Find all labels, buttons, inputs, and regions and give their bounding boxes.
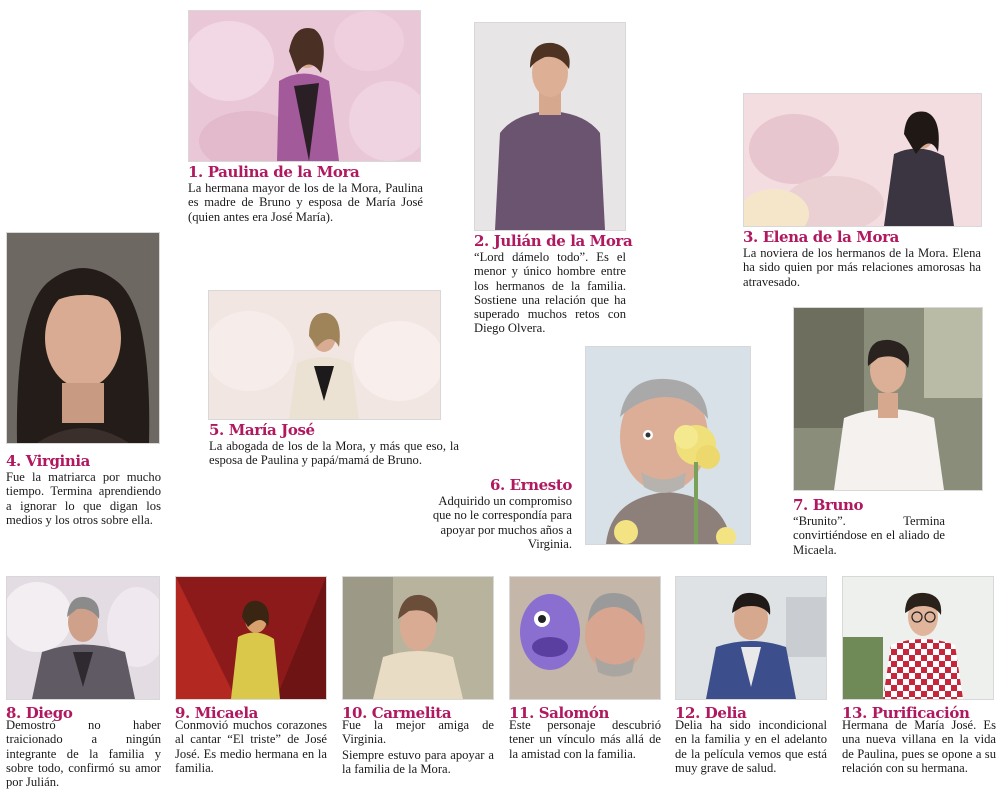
photo-paulina [188, 10, 421, 162]
character-desc-13: Hermana de María José. Es una nueva villana en la vida de Paulina, pues se opone a su relación con su hermana. [842, 718, 996, 775]
character-name-13: 13. Purificación [842, 704, 970, 722]
character-name-4: 4. Virginia [6, 452, 90, 470]
photo-virginia [6, 232, 160, 444]
photo-salomon [509, 576, 661, 700]
diego-image [7, 577, 159, 699]
photo-micaela [175, 576, 327, 700]
salomon-image [510, 577, 660, 699]
virginia-image [7, 233, 159, 443]
purificacion-image [843, 577, 993, 699]
maria-jose-image [209, 291, 440, 419]
character-name-12: 12. Delia [675, 704, 747, 722]
character-desc-8: Demostró no haber traicionado a ningún integrante de la familia y sobre todo, confirmó su amor por Julián. [6, 718, 161, 789]
bruno-image [794, 308, 982, 490]
character-desc-2: “Lord dámelo todo”. Es el menor y único hombre entre los hermanos de la familia. Sostiene una relación que ha superado muchos retos con Diego Olvera. [474, 250, 626, 336]
photo-purificacion [842, 576, 994, 700]
photo-maria-jose [208, 290, 441, 420]
photo-diego [6, 576, 160, 700]
micaela-image [176, 577, 326, 699]
photo-julian [474, 22, 626, 231]
julian-image [475, 23, 625, 230]
character-name-11: 11. Salomón [509, 704, 609, 722]
photo-delia [675, 576, 827, 700]
character-name-6: 6. Ernesto [489, 476, 572, 494]
character-name-9: 9. Micaela [175, 704, 259, 722]
character-name-2: 2. Julián de la Mora [474, 232, 633, 250]
photo-carmelita [342, 576, 494, 700]
delia-image [676, 577, 826, 699]
character-name-5: 5. María José [209, 421, 315, 439]
character-desc-9: Conmovió muchos corazones al cantar “El triste” de José José. Es medio hermana en la familia. [175, 718, 327, 775]
character-desc-5: La abogada de los de la Mora, y más que eso, la esposa de Paulina y papá/mamá de Bruno. [209, 439, 459, 468]
character-name-7: 7. Bruno [793, 496, 864, 514]
ernesto-image [586, 347, 750, 544]
character-name-8: 8. Diego [6, 704, 73, 722]
character-desc-11: Este personaje descubrió tener un vínculo más allá de la amistad con la familia. [509, 718, 661, 761]
character-desc-10b: Siempre estuvo para apoyar a la familia de la Mora. [342, 748, 494, 777]
character-name-10: 10. Carmelita [342, 704, 452, 722]
photo-elena [743, 93, 982, 227]
character-desc-10: Fue la mejor amiga de Virginia. [342, 718, 494, 747]
paulina-image [189, 11, 420, 161]
character-desc-12: Delia ha sido incondicional en la familia y en el adelanto de la película vemos que está muy grave de salud. [675, 718, 827, 775]
photo-bruno [793, 307, 983, 491]
character-desc-6: Adquirido un compromiso que no le correspondía para apoyar por muchos años a Virginia. [432, 494, 572, 551]
elena-image [744, 94, 981, 226]
character-desc-1: La hermana mayor de los de la Mora, Paulina es madre de Bruno y esposa de María José (quien antes era José María). [188, 181, 423, 224]
character-desc-7: “Brunito”. Termina convirtiéndose en el aliado de Micaela. [793, 514, 945, 557]
character-name-1: 1. Paulina de la Mora [188, 163, 360, 181]
character-desc-4: Fue la matriarca por mucho tiempo. Termina aprendiendo a ignorar lo que digan los medios y los otros sobre ella. [6, 470, 161, 527]
character-name-3: 3. Elena de la Mora [743, 228, 899, 246]
photo-ernesto [585, 346, 751, 545]
carmelita-image [343, 577, 493, 699]
character-desc-3: La noviera de los hermanos de la Mora. Elena ha sido quien por más relaciones amorosas ha atravesado. [743, 246, 981, 289]
